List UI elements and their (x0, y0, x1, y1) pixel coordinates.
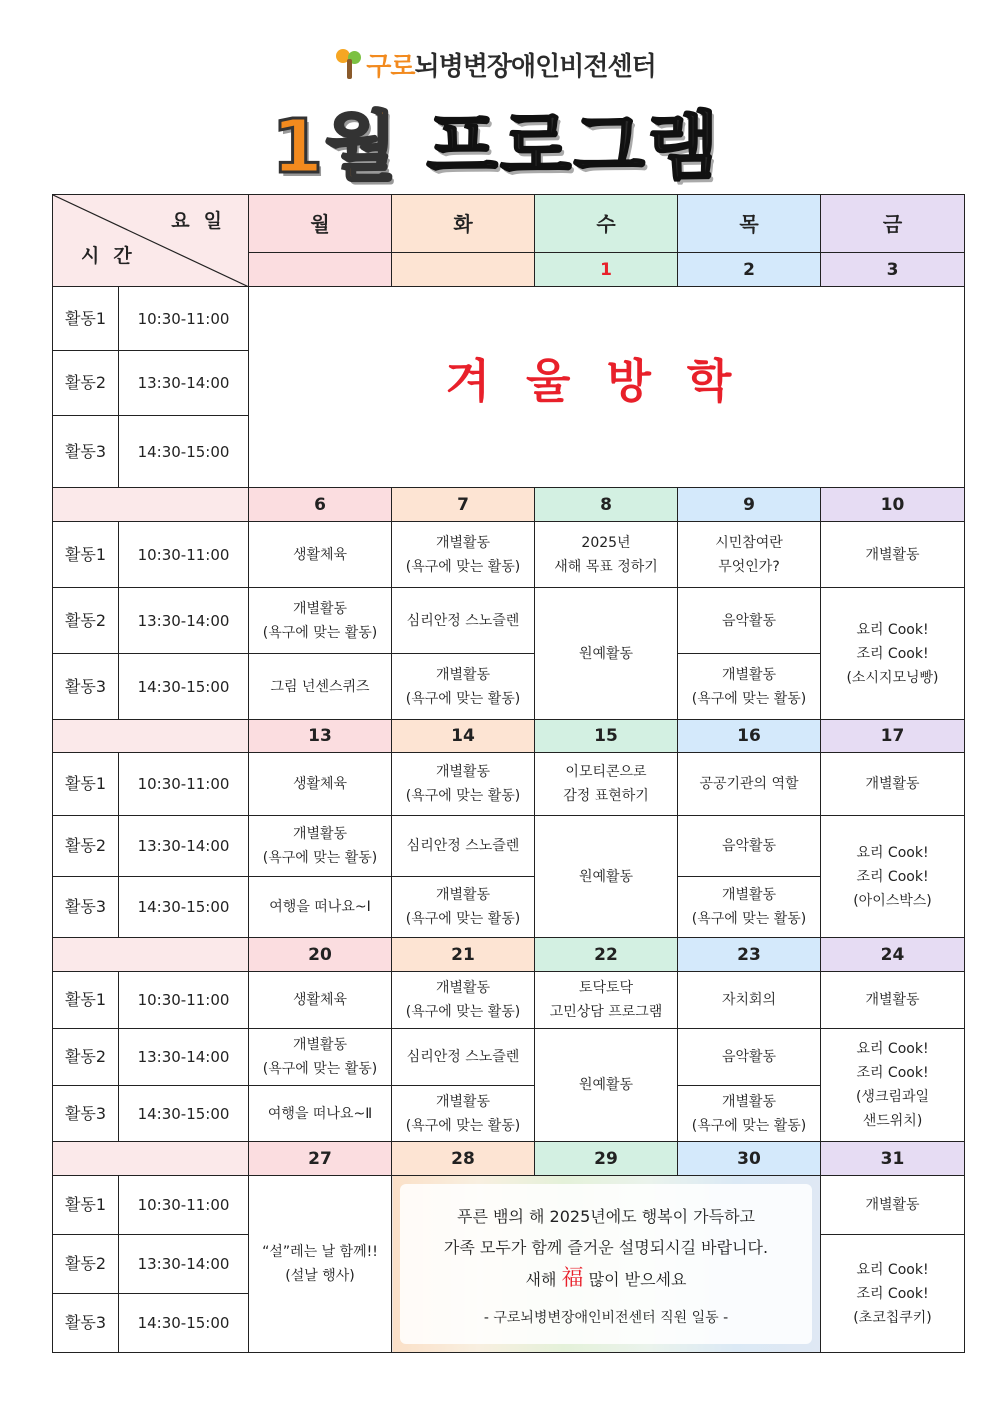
program-cell: 개별활동 (821, 1176, 965, 1235)
winter-vacation-cell (249, 287, 965, 488)
program-cell: 요리 Cook! 조리 Cook! (초코칩쿠키) (821, 1235, 965, 1353)
date-cell: 3 (821, 253, 965, 287)
activity-label: 활동2 (53, 1029, 119, 1086)
date-cell: 22 (535, 938, 678, 972)
activity-label: 활동2 (53, 816, 119, 877)
day-header-fri: 금 (821, 195, 965, 253)
program-cell: 2025년 새해 목표 정하기 (535, 522, 678, 588)
time-slot: 14:30-15:00 (119, 416, 249, 488)
date-cell: 15 (535, 720, 678, 753)
corner-day-label: 요일 (171, 210, 236, 232)
date-cell (392, 253, 535, 287)
day-header-tue: 화 (392, 195, 535, 253)
day-header-wed: 수 (535, 195, 678, 253)
program-cell: 개별활동 (욕구에 맞는 활동) (249, 816, 392, 877)
week-spacer (53, 1142, 249, 1176)
date-cell: 27 (249, 1142, 392, 1176)
activity-label: 활동3 (53, 877, 119, 938)
time-slot: 14:30-15:00 (119, 1086, 249, 1142)
corner-time-label: 시간 (81, 245, 146, 267)
program-cell: 토닥토닥 고민상담 프로그램 (535, 972, 678, 1029)
program-cell: 심리안정 스노즐렌 (392, 1029, 535, 1086)
time-slot: 14:30-15:00 (119, 654, 249, 720)
center-name: 구로뇌병변장애인비전센터 (0, 46, 992, 83)
week-spacer (53, 720, 249, 753)
time-slot: 14:30-15:00 (119, 877, 249, 938)
program-cell: 시민참여란 무엇인가? (678, 522, 821, 588)
program-cell: 이모티콘으로 감정 표현하기 (535, 753, 678, 816)
time-slot: 13:30-14:00 (119, 816, 249, 877)
week-spacer (53, 488, 249, 522)
program-cell: 음악활동 (678, 588, 821, 654)
day-header-thu: 목 (678, 195, 821, 253)
program-cell: 원예활동 (535, 816, 678, 938)
date-cell: 20 (249, 938, 392, 972)
activity-label: 활동3 (53, 1086, 119, 1142)
activity-label: 활동1 (53, 1176, 119, 1235)
week-spacer (53, 938, 249, 972)
program-cell: 요리 Cook! 조리 Cook! (생크림과일 샌드위치) (821, 1029, 965, 1142)
program-cell: 자치회의 (678, 972, 821, 1029)
greeting-signature: - 구로뇌병변장애인비전센터 직원 일동 - (483, 1309, 729, 1326)
date-cell: 21 (392, 938, 535, 972)
program-cell: 생활체육 (249, 522, 392, 588)
program-cell: 개별활동 (욕구에 맞는 활동) (678, 877, 821, 938)
program-cell: 원예활동 (535, 588, 678, 720)
program-cell: 원예활동 (535, 1029, 678, 1142)
activity-label: 활동3 (53, 1294, 119, 1353)
fortune-character: 福 (561, 1265, 584, 1291)
day-header-mon: 월 (249, 195, 392, 253)
date-cell: 31 (821, 1142, 965, 1176)
program-cell: “설”레는 날 함께!! (설날 행사) (249, 1176, 392, 1353)
program-cell: 공공기관의 역할 (678, 753, 821, 816)
date-cell: 24 (821, 938, 965, 972)
activity-label: 활동3 (53, 654, 119, 720)
time-slot: 13:30-14:00 (119, 351, 249, 416)
program-cell: 여행을 떠나요~Ⅰ (249, 877, 392, 938)
program-cell: 개별활동 (욕구에 맞는 활동) (392, 877, 535, 938)
activity-label: 활동1 (53, 287, 119, 351)
date-cell (249, 253, 392, 287)
program-cell: 생활체육 (249, 972, 392, 1029)
activity-label: 활동1 (53, 753, 119, 816)
time-slot: 10:30-11:00 (119, 1176, 249, 1235)
activity-label: 활동1 (53, 972, 119, 1029)
winter-vacation-text: 겨울방학 (445, 354, 768, 408)
schedule-table (52, 194, 965, 1353)
program-cell: 요리 Cook! 조리 Cook! (아이스박스) (821, 816, 965, 938)
date-cell: 23 (678, 938, 821, 972)
program-cell: 개별활동 (욕구에 맞는 활동) (249, 1029, 392, 1086)
date-cell: 30 (678, 1142, 821, 1176)
program-cell: 개별활동 (욕구에 맞는 활동) (392, 1086, 535, 1142)
program-cell: 그림 넌센스퀴즈 (249, 654, 392, 720)
page-header (0, 38, 992, 188)
date-cell: 28 (392, 1142, 535, 1176)
time-slot: 13:30-14:00 (119, 588, 249, 654)
corner-cell (53, 195, 249, 287)
program-cell: 음악활동 (678, 1029, 821, 1086)
date-cell: 6 (249, 488, 392, 522)
date-cell: 17 (821, 720, 965, 753)
tree-logo-icon (336, 49, 362, 79)
time-slot: 10:30-11:00 (119, 287, 249, 351)
date-cell: 10 (821, 488, 965, 522)
program-cell: 개별활동 (욕구에 맞는 활동) (392, 522, 535, 588)
date-cell: 7 (392, 488, 535, 522)
program-cell: 음악활동 (678, 816, 821, 877)
time-slot: 13:30-14:00 (119, 1235, 249, 1294)
program-cell: 심리안정 스노즐렌 (392, 816, 535, 877)
date-cell: 29 (535, 1142, 678, 1176)
program-cell: 개별활동 (821, 753, 965, 816)
program-cell: 심리안정 스노즐렌 (392, 588, 535, 654)
time-slot: 10:30-11:00 (119, 753, 249, 816)
program-cell: 여행을 떠나요~Ⅱ (249, 1086, 392, 1142)
activity-label: 활동1 (53, 522, 119, 588)
time-slot: 14:30-15:00 (119, 1294, 249, 1353)
program-cell: 개별활동 (욕구에 맞는 활동) (249, 588, 392, 654)
activity-label: 활동3 (53, 416, 119, 488)
page-title: 1월 프로그램 (271, 104, 721, 190)
date-cell: 14 (392, 720, 535, 753)
activity-label: 활동2 (53, 1235, 119, 1294)
new-year-greeting-banner: 푸른 뱀의 해 2025년에도 행복이 가득하고 가족 모두가 함께 즐거운 설명되시길 바랍니다. 새해 福 많이 받으세요 - 구로뇌병변장애인비전센터 직원 일동 - (392, 1176, 821, 1353)
date-cell: 9 (678, 488, 821, 522)
program-cell: 개별활동 (욕구에 맞는 활동) (392, 753, 535, 816)
program-cell: 개별활동 (욕구에 맞는 활동) (678, 1086, 821, 1142)
date-cell: 16 (678, 720, 821, 753)
program-cell: 개별활동 (욕구에 맞는 활동) (678, 654, 821, 720)
time-slot: 10:30-11:00 (119, 972, 249, 1029)
date-cell: 1 (535, 253, 678, 287)
date-cell: 13 (249, 720, 392, 753)
activity-label: 활동2 (53, 588, 119, 654)
program-cell: 생활체육 (249, 753, 392, 816)
date-cell: 8 (535, 488, 678, 522)
activity-label: 활동2 (53, 351, 119, 416)
program-cell: 개별활동 (821, 522, 965, 588)
program-cell: 개별활동 (821, 972, 965, 1029)
program-cell: 요리 Cook! 조리 Cook! (소시지모닝빵) (821, 588, 965, 720)
program-cell: 개별활동 (욕구에 맞는 활동) (392, 972, 535, 1029)
time-slot: 13:30-14:00 (119, 1029, 249, 1086)
time-slot: 10:30-11:00 (119, 522, 249, 588)
date-cell: 2 (678, 253, 821, 287)
program-cell: 개별활동 (욕구에 맞는 활동) (392, 654, 535, 720)
